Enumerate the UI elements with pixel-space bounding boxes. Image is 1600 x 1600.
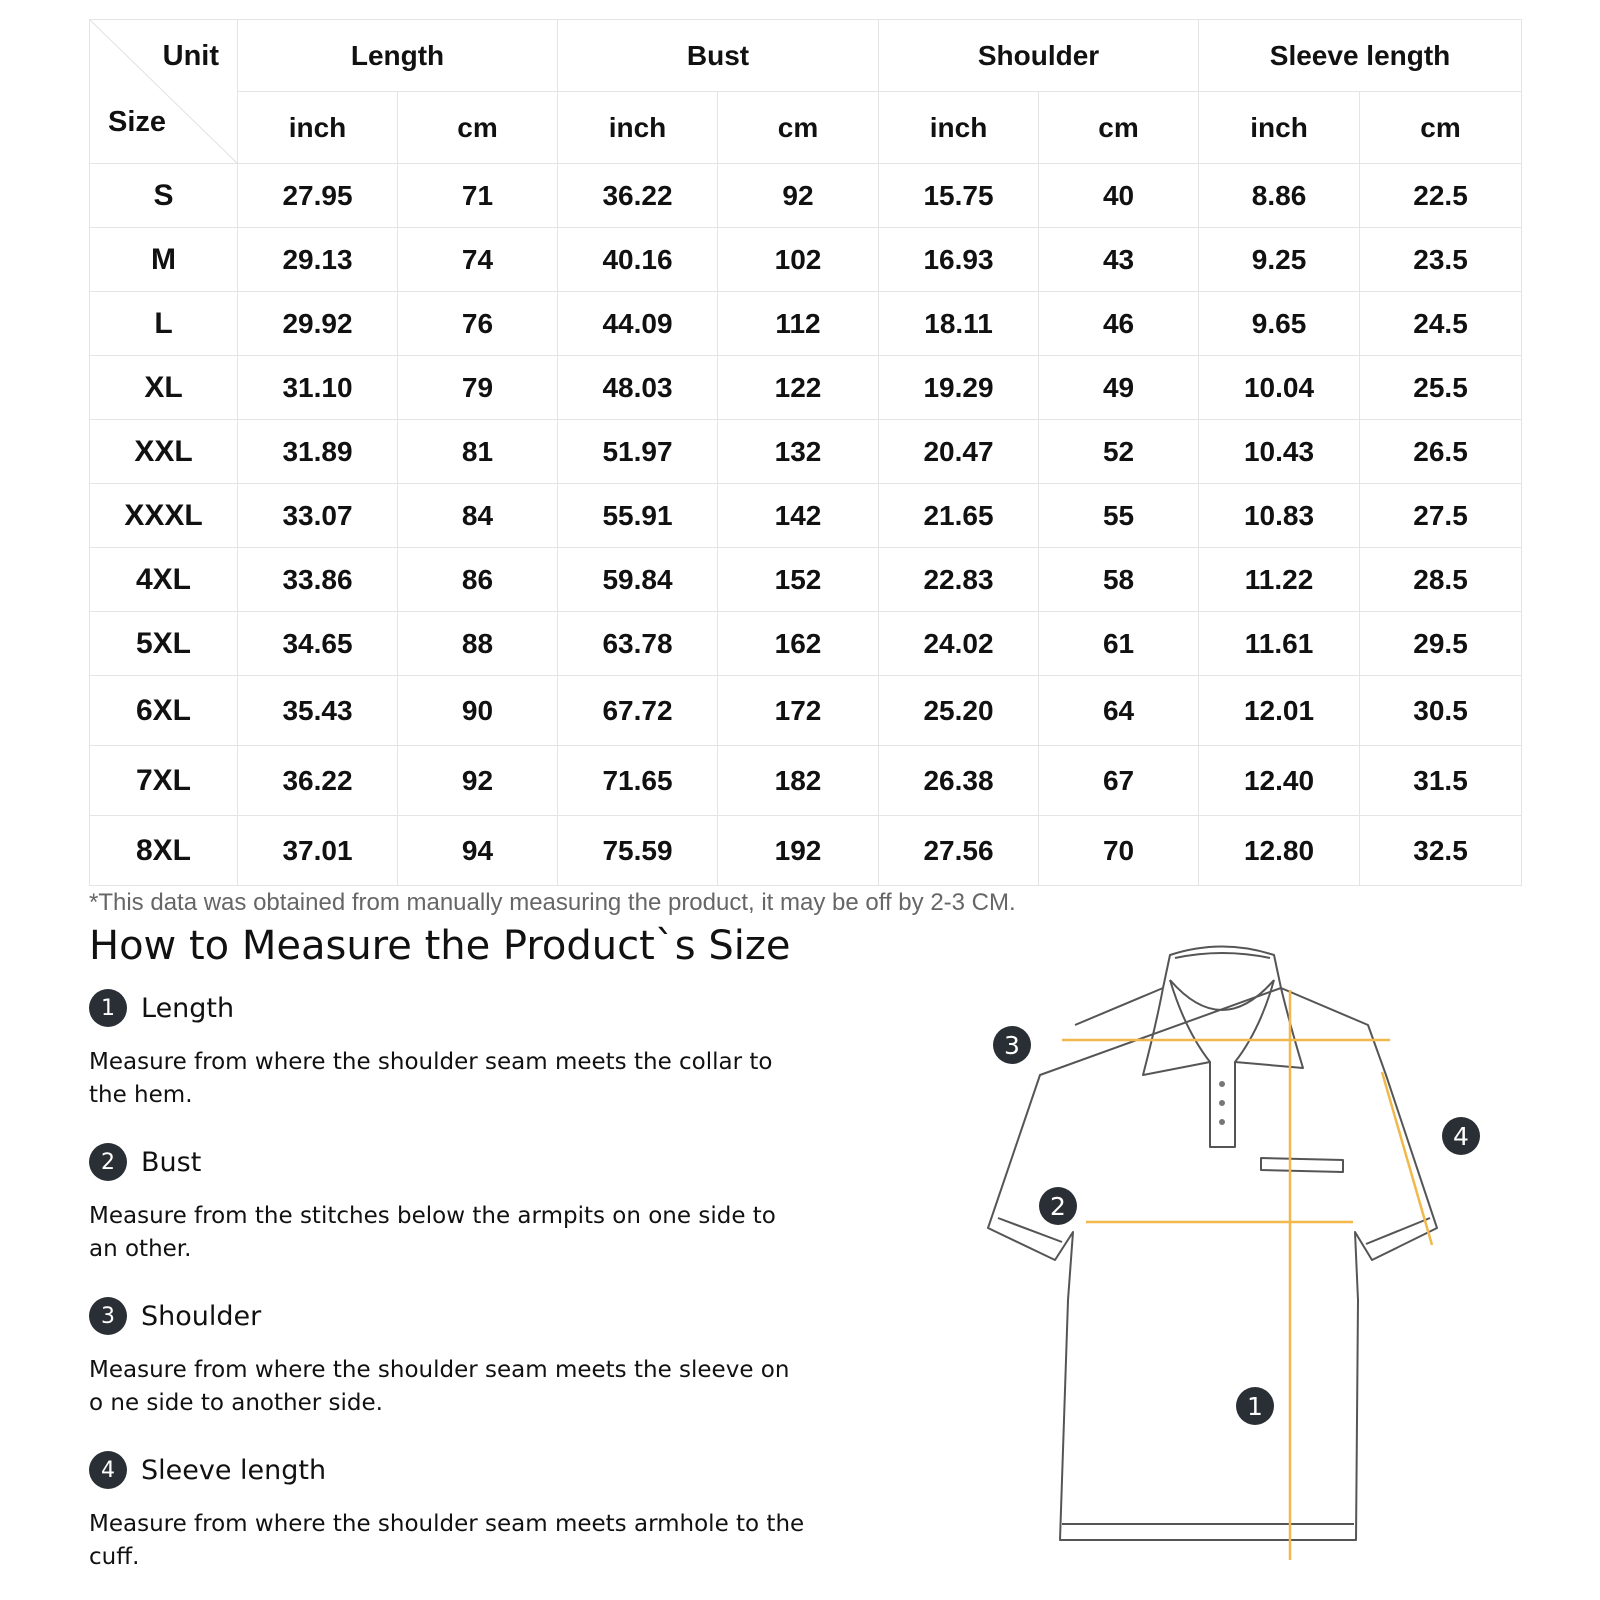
measurement-cell: 84 (398, 484, 558, 548)
size-cell: 7XL (90, 746, 238, 816)
measurement-cell: 29.92 (238, 292, 398, 356)
measurement-cell: 8.86 (1199, 164, 1360, 228)
step-shoulder (89, 1296, 809, 1420)
measurement-cell: 70 (1039, 816, 1199, 886)
measurement-cell: 36.22 (238, 746, 398, 816)
step-description: Measure from where the shoulder seam meets armhole to the cuff. (89, 1511, 805, 1570)
measurement-cell: 44.09 (558, 292, 718, 356)
polo-shirt-measure-diagram (975, 925, 1480, 1575)
unit-header-cell: cm (1039, 92, 1199, 164)
measurement-cell: 22.83 (879, 548, 1039, 612)
size-row (90, 676, 1522, 746)
measurement-cell: 27.56 (879, 816, 1039, 886)
svg-text:3: 3 (1004, 1031, 1020, 1060)
size-cell: 6XL (90, 676, 238, 746)
step-name: Bust (141, 1146, 202, 1178)
measurement-cell: 37.01 (238, 816, 398, 886)
unit-header-cell: inch (558, 92, 718, 164)
measurement-lines (1062, 990, 1432, 1560)
unit-header-cell: cm (1360, 92, 1522, 164)
size-row (90, 548, 1522, 612)
measurement-cell: 12.80 (1199, 816, 1360, 886)
measurement-cell: 25.20 (879, 676, 1039, 746)
size-row (90, 164, 1522, 228)
measurement-cell: 88 (398, 612, 558, 676)
measurement-cell: 75.59 (558, 816, 718, 886)
measurement-cell: 33.86 (238, 548, 398, 612)
marker-2-icon (1039, 1187, 1077, 1225)
measurement-cell: 46 (1039, 292, 1199, 356)
marker-1-icon (1236, 1387, 1274, 1425)
marker-4-icon (1442, 1117, 1480, 1155)
step-number-badge: 2 (89, 1143, 127, 1181)
measurement-cell: 58 (1039, 548, 1199, 612)
measurement-cell: 29.13 (238, 228, 398, 292)
size-cell: M (90, 228, 238, 292)
unit-label: Unit (162, 40, 219, 72)
unit-header-cell: inch (238, 92, 398, 164)
size-cell: XXXL (90, 484, 238, 548)
measurement-cell: 16.93 (879, 228, 1039, 292)
measurement-cell: 25.5 (1360, 356, 1522, 420)
measurement-cell: 28.5 (1360, 548, 1522, 612)
measurement-cell: 22.5 (1360, 164, 1522, 228)
unit-header-cell: inch (1199, 92, 1360, 164)
measurement-cell: 30.5 (1360, 676, 1522, 746)
measurement-cell: 33.07 (238, 484, 398, 548)
measurement-cell: 9.25 (1199, 228, 1360, 292)
column-group-sleeve-length: Sleeve length (1199, 20, 1522, 92)
measurement-cell: 52 (1039, 420, 1199, 484)
size-row (90, 292, 1522, 356)
measurement-cell: 55.91 (558, 484, 718, 548)
measurement-cell: 21.65 (879, 484, 1039, 548)
step-name: Sleeve length (141, 1454, 327, 1486)
measurement-cell: 12.40 (1199, 746, 1360, 816)
placket-buttons (1219, 1081, 1225, 1125)
step-bust (89, 1142, 809, 1266)
measurement-cell: 48.03 (558, 356, 718, 420)
measurement-cell: 10.43 (1199, 420, 1360, 484)
unit-header-cell: cm (398, 92, 558, 164)
size-row (90, 420, 1522, 484)
measurement-cell: 40 (1039, 164, 1199, 228)
measurement-cell: 26.38 (879, 746, 1039, 816)
measurement-cell: 29.5 (1360, 612, 1522, 676)
size-cell: 5XL (90, 612, 238, 676)
step-number-badge: 3 (89, 1297, 127, 1335)
measurement-cell: 102 (718, 228, 879, 292)
measurement-cell: 19.29 (879, 356, 1039, 420)
column-group-length: Length (238, 20, 558, 92)
measurement-cell: 92 (398, 746, 558, 816)
size-cell: XXL (90, 420, 238, 484)
measurement-footnote: *This data was obtained from manually measuring the product, it may be off by 2-3 CM. (89, 889, 1016, 916)
polo-shirt-outline (988, 947, 1437, 1541)
size-chart-table (89, 19, 1522, 886)
measurement-cell: 162 (718, 612, 879, 676)
measurement-cell: 152 (718, 548, 879, 612)
measurement-cell: 192 (718, 816, 879, 886)
step-description: Measure from the stitches below the armpits on one side to an other. (89, 1203, 776, 1262)
size-cell: 8XL (90, 816, 238, 886)
measurement-cell: 51.97 (558, 420, 718, 484)
unit-header-cell: cm (718, 92, 879, 164)
measurement-cell: 92 (718, 164, 879, 228)
measurement-cell: 36.22 (558, 164, 718, 228)
size-row (90, 228, 1522, 292)
measurement-cell: 132 (718, 420, 879, 484)
measurement-cell: 61 (1039, 612, 1199, 676)
measurement-cell: 81 (398, 420, 558, 484)
size-row (90, 746, 1522, 816)
measurement-cell: 27.5 (1360, 484, 1522, 548)
measurement-cell: 67.72 (558, 676, 718, 746)
marker-3-icon (993, 1026, 1031, 1064)
svg-text:2: 2 (1050, 1192, 1066, 1221)
svg-text:4: 4 (1453, 1122, 1469, 1151)
size-row (90, 484, 1522, 548)
size-row (90, 816, 1522, 886)
measurement-cell: 23.5 (1360, 228, 1522, 292)
size-cell: S (90, 164, 238, 228)
measurement-cell: 71.65 (558, 746, 718, 816)
measurement-cell: 26.5 (1360, 420, 1522, 484)
measurement-cell: 10.83 (1199, 484, 1360, 548)
measurement-cell: 76 (398, 292, 558, 356)
step-number-badge: 4 (89, 1451, 127, 1489)
measurement-cell: 31.89 (238, 420, 398, 484)
measurement-cell: 12.01 (1199, 676, 1360, 746)
measurement-cell: 94 (398, 816, 558, 886)
measurement-cell: 35.43 (238, 676, 398, 746)
guide-title: How to Measure the Product`s Size (89, 923, 791, 969)
column-group-shoulder: Shoulder (879, 20, 1199, 92)
measurement-cell: 11.22 (1199, 548, 1360, 612)
measurement-cell: 9.65 (1199, 292, 1360, 356)
size-cell: 4XL (90, 548, 238, 612)
size-label: Size (108, 106, 167, 138)
measurement-cell: 90 (398, 676, 558, 746)
size-row (90, 356, 1522, 420)
column-group-bust: Bust (558, 20, 879, 92)
measurement-cell: 55 (1039, 484, 1199, 548)
unit-size-corner-cell (90, 20, 238, 164)
sleeve-measure-line (1382, 1072, 1432, 1245)
unit-header-row (90, 92, 1522, 164)
measurement-cell: 31.5 (1360, 746, 1522, 816)
measurement-cell: 79 (398, 356, 558, 420)
measurement-cell: 15.75 (879, 164, 1039, 228)
measurement-cell: 32.5 (1360, 816, 1522, 886)
measurement-cell: 49 (1039, 356, 1199, 420)
measurement-cell: 63.78 (558, 612, 718, 676)
measurement-cell: 34.65 (238, 612, 398, 676)
measurement-cell: 112 (718, 292, 879, 356)
step-name: Shoulder (141, 1300, 262, 1332)
measurement-cell: 43 (1039, 228, 1199, 292)
size-cell: L (90, 292, 238, 356)
measurement-cell: 172 (718, 676, 879, 746)
unit-header-cell: inch (879, 92, 1039, 164)
measurement-cell: 11.61 (1199, 612, 1360, 676)
measurement-cell: 24.5 (1360, 292, 1522, 356)
measurement-cell: 59.84 (558, 548, 718, 612)
step-name: Length (141, 992, 235, 1024)
step-number-badge: 1 (89, 989, 127, 1027)
measurement-cell: 27.95 (238, 164, 398, 228)
measurement-cell: 182 (718, 746, 879, 816)
measurement-cell: 40.16 (558, 228, 718, 292)
group-header-row (90, 20, 1522, 92)
measurement-cell: 86 (398, 548, 558, 612)
measurement-cell: 20.47 (879, 420, 1039, 484)
size-row (90, 612, 1522, 676)
measurement-cell: 67 (1039, 746, 1199, 816)
measurement-cell: 71 (398, 164, 558, 228)
step-sleeve-length (89, 1450, 809, 1574)
measurement-cell: 142 (718, 484, 879, 548)
step-description: Measure from where the shoulder seam meets the sleeve on o ne side to another side. (89, 1357, 790, 1416)
svg-text:1: 1 (1247, 1392, 1263, 1421)
measurement-cell: 122 (718, 356, 879, 420)
measurement-cell: 74 (398, 228, 558, 292)
measurement-cell: 18.11 (879, 292, 1039, 356)
size-cell: XL (90, 356, 238, 420)
measurement-cell: 64 (1039, 676, 1199, 746)
step-length (89, 988, 809, 1112)
measurement-cell: 10.04 (1199, 356, 1360, 420)
measurement-cell: 31.10 (238, 356, 398, 420)
step-description: Measure from where the shoulder seam meets the collar to the hem. (89, 1049, 773, 1108)
measurement-cell: 24.02 (879, 612, 1039, 676)
